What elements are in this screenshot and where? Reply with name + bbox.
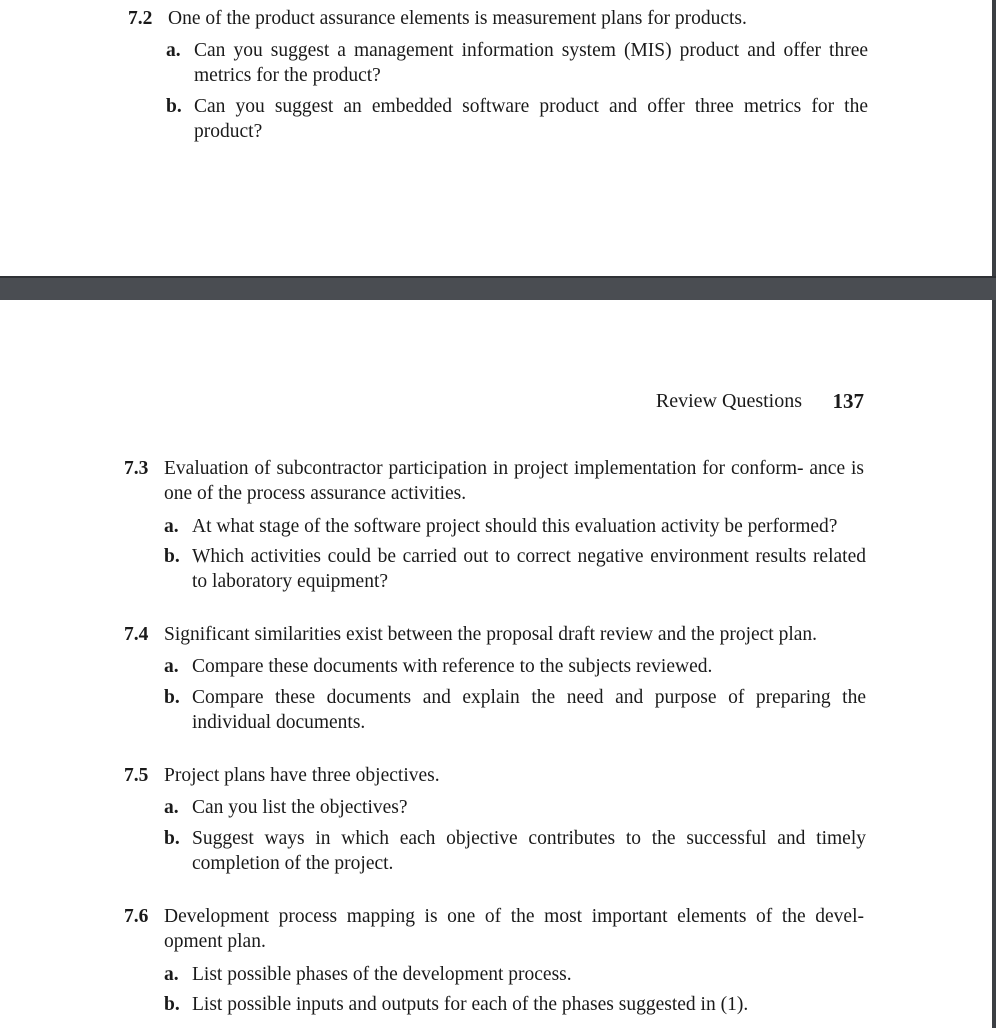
page-edge-rule — [992, 300, 996, 1028]
item-letter: b. — [164, 687, 180, 708]
item-text: Compare these documents with reference to the subjects reviewed. — [192, 656, 713, 677]
page-separator-bar — [0, 276, 996, 300]
item-text: List possible phases of the development process. — [192, 964, 572, 985]
question-item-a — [164, 654, 866, 679]
item-letter: b. — [164, 546, 180, 567]
item-letter: a. — [164, 656, 179, 677]
question-item-a — [164, 514, 866, 539]
item-text: Can you list the objectives? — [192, 797, 408, 818]
item-text: Compare these documents and explain the need and purpose of preparing the individual documents. — [192, 687, 866, 733]
question-text: Development process mapping is one of the most important elements of the devel- opment plan. — [164, 906, 864, 952]
item-text: Which activities could be carried out to correct negative environment results related to laboratory equipment? — [192, 546, 866, 592]
running-head-title: Review Questions — [655, 390, 802, 412]
question-text: Evaluation of subcontractor participation in project implementation for conform- ance is one of the process assurance activities. — [164, 458, 864, 504]
item-text: Can you suggest a management information system (MIS) product and offer three metrics for the product? — [194, 40, 868, 86]
item-letter: b. — [164, 828, 180, 849]
page-edge-rule — [992, 0, 996, 276]
item-letter: a. — [166, 40, 181, 61]
page-number: 137 — [832, 389, 864, 413]
question-item-b — [164, 992, 866, 1017]
question-item-a — [166, 38, 868, 88]
item-letter: a. — [164, 797, 179, 818]
item-text: Can you suggest an embedded software product and offer three metrics for the product? — [194, 96, 868, 142]
question-item-a — [164, 962, 866, 987]
question-item-b — [164, 685, 866, 735]
question-item-b — [164, 826, 866, 876]
question-number: 7.6 — [124, 906, 149, 927]
item-text: Suggest ways in which each objective contributes to the successful and timely completion of the project. — [192, 828, 866, 874]
question-item-b — [166, 94, 868, 144]
question-number: 7.4 — [124, 624, 149, 645]
question-number: 7.5 — [124, 765, 149, 786]
question-number: 7.2 — [128, 8, 153, 29]
item-letter: b. — [164, 994, 180, 1015]
question-item-b — [164, 544, 866, 594]
item-text: List possible inputs and outputs for each of the phases suggested in (1). — [192, 994, 749, 1015]
question-text: Significant similarities exist between the proposal draft review and the project plan. — [164, 624, 818, 645]
question-text: Project plans have three objectives. — [164, 765, 440, 786]
question-number: 7.3 — [124, 458, 149, 479]
item-letter: a. — [164, 964, 179, 985]
item-letter: b. — [166, 96, 182, 117]
item-letter: a. — [164, 516, 179, 537]
question-text: One of the product assurance elements is measurement plans for products. — [168, 8, 747, 29]
item-text: At what stage of the software project should this evaluation activity be performed? — [192, 516, 838, 537]
question-item-a — [164, 795, 866, 820]
